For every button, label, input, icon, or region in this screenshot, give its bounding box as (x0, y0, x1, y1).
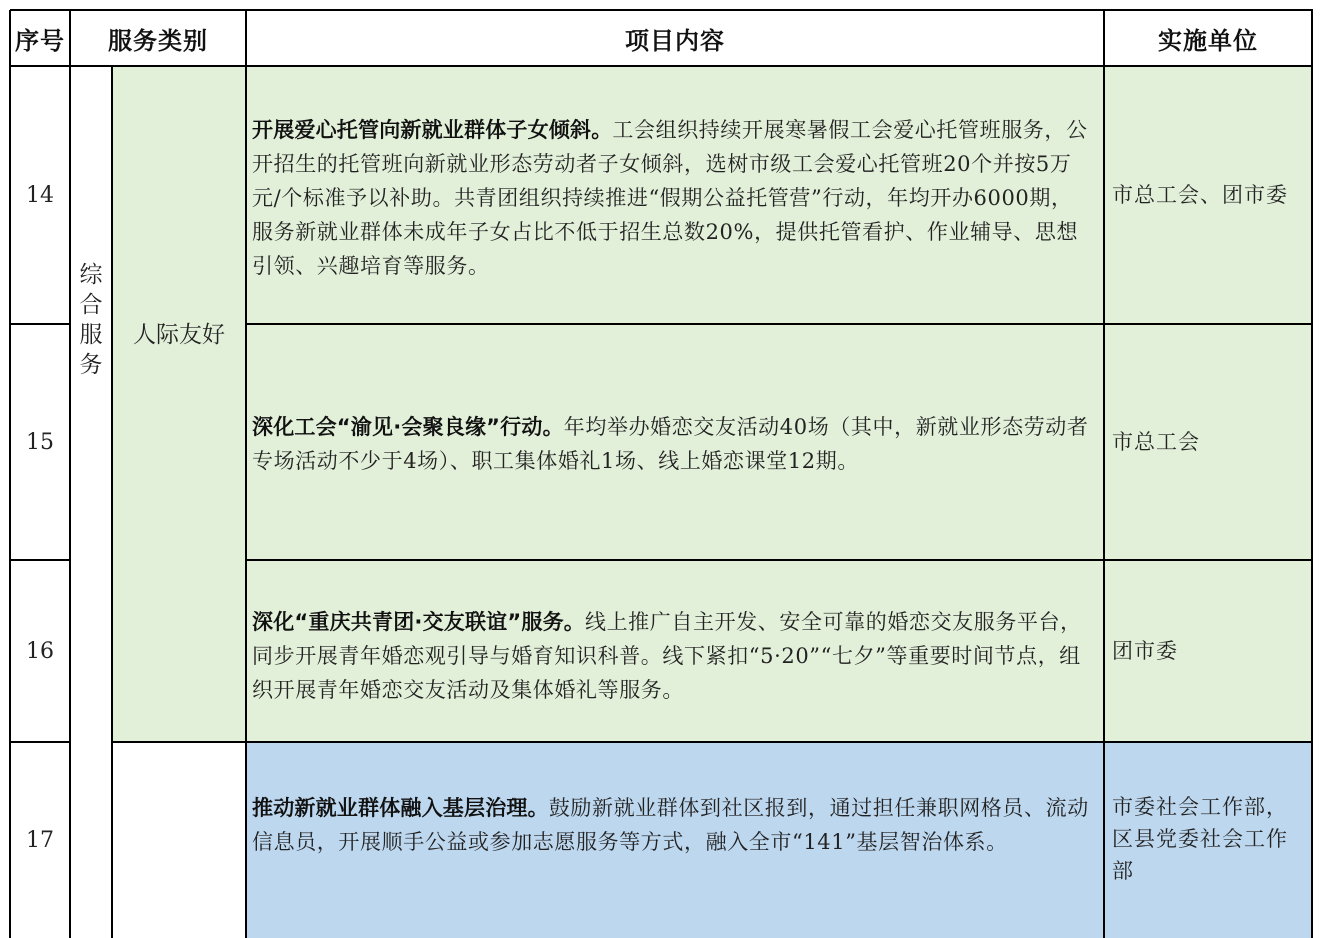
row-content (246, 742, 1104, 938)
grid-line (1103, 10, 1105, 938)
grid-line (10, 65, 1313, 67)
category-main-char: 服 (79, 322, 103, 348)
row-body: 工会组织持续开展寒暑假工会爱心托管班服务，公开招生的托管班向新就业形态劳动者子女倾斜，选树市级工会爱心托管班20个并按5万元/个标准予以补助。共青团组织持续推进“假期公益托管营”行动，年均开办6000期，服务新就业群体未成年子女占比不低于招生总数20%，提供托管看护、作业辅导、思想引领、兴趣培育等服务。 (252, 118, 1088, 278)
row-number: 15 (26, 429, 54, 455)
row-title: 深化“重庆共青团·交友联谊”服务。 (252, 610, 585, 634)
row-title: 开展爱心托管向新就业群体子女倾斜。 (252, 118, 613, 142)
grid-line (69, 10, 71, 938)
header-category: 服务类别 (108, 26, 208, 55)
header-content: 项目内容 (625, 26, 725, 55)
row-content (246, 324, 1104, 560)
row-content (246, 66, 1104, 324)
category-main-char: 合 (79, 292, 103, 318)
row-number: 17 (26, 827, 54, 853)
grid-line (9, 10, 11, 938)
grid-line (246, 559, 1313, 561)
row-unit: 团市委 (1104, 560, 1312, 742)
grid-line (246, 323, 1313, 325)
row-body: 鼓励新就业群体到社区报到，通过担任兼职网格员、流动信息员，开展顺手公益或参加志愿服务等方式，融入全市“141”基层智治体系。 (252, 796, 1089, 854)
row-unit: 市总工会 (1104, 324, 1312, 560)
row-title: 深化工会“渝见·会聚良缘”行动。 (252, 415, 564, 439)
row-body: 年均举办婚恋交友活动40场（其中，新就业形态劳动者专场活动不少于4场）、职工集体婚礼1场、线上婚恋课堂12期。 (252, 415, 1089, 473)
category-sub: 人际友好 (112, 66, 246, 742)
row-unit: 市总工会、团市委 (1104, 66, 1312, 324)
row-content (246, 560, 1104, 742)
grid-line (10, 9, 1313, 11)
row-number: 14 (26, 182, 54, 208)
grid-line (111, 66, 113, 938)
grid-line (112, 741, 1313, 743)
grid-line (1311, 10, 1313, 938)
header-no: 序号 (15, 26, 65, 55)
grid-line (10, 741, 70, 743)
header-unit: 实施单位 (1158, 26, 1258, 55)
grid-line (10, 559, 70, 561)
row-unit: 市委社会工作部，区县党委社会工作部 (1104, 742, 1312, 938)
row-body: 线上推广自主开发、安全可靠的婚恋交友服务平台，同步开展青年婚恋观引导与婚育知识科普。线下紧扣“5·20”“七夕”等重要时间节点，组织开展青年婚恋交友活动及集体婚礼等服务。 (252, 610, 1082, 702)
category-main (70, 66, 112, 742)
category-main-char: 务 (79, 352, 103, 378)
grid-line (245, 10, 247, 938)
row-number: 16 (26, 638, 54, 664)
grid-line (10, 323, 70, 325)
category-main-char: 综 (79, 262, 103, 288)
row-title: 推动新就业群体融入基层治理。 (252, 796, 549, 820)
